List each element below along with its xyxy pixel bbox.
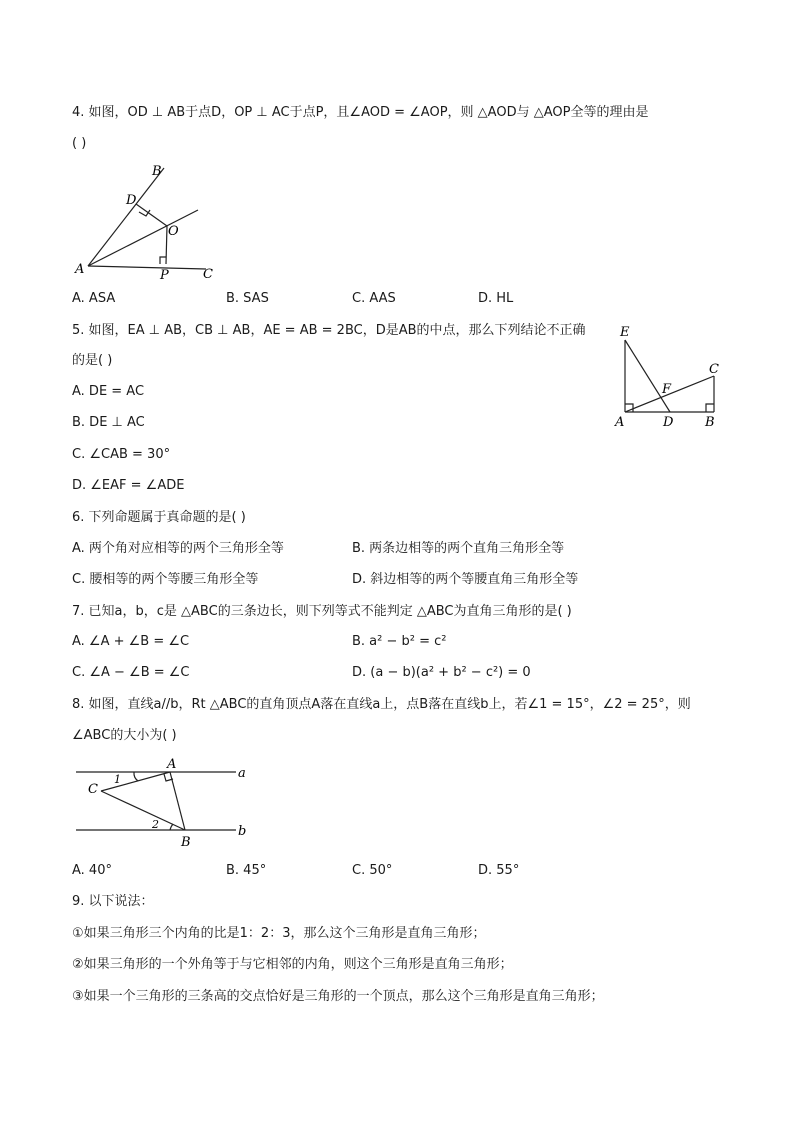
q8-option-b: B. 45° <box>226 863 267 878</box>
q5-label-d: D <box>663 415 674 430</box>
q8-label-c: C <box>88 782 98 797</box>
q4-option-a: A. ASA <box>72 291 116 306</box>
q4-option-c: C. AAS <box>352 291 396 306</box>
q5-option-a: A. DE = AC <box>72 384 145 399</box>
q4-label-p: P <box>160 268 169 283</box>
q5-option-c: C. ∠CAB = 30° <box>72 447 171 462</box>
q7-option-d: D. (a − b)(a² + b² − c²) = 0 <box>352 665 531 680</box>
q4-label-o: O <box>168 224 179 239</box>
q9-item: ①如果三角形三个内角的比是1：2：3，那么这个三角形是直角三角形； <box>72 926 486 941</box>
q4-bracket: ( ) <box>72 136 87 151</box>
q6-option-b: B. 两条边相等的两个直角三角形全等 <box>352 541 565 556</box>
q5-option-d: D. ∠EAF = ∠ADE <box>72 478 185 493</box>
q4-option-b: B. SAS <box>226 291 269 306</box>
q6-stem: 6. 下列命题属于真命题的是( ) <box>72 510 246 525</box>
q6-option-d: D. 斜边相等的两个等腰直角三角形全等 <box>352 572 579 587</box>
q5-stem-line2: 的是( ) <box>72 353 113 368</box>
q4-label-b: B <box>152 164 162 179</box>
q8-stem-line2: ∠ABC的大小为( ) <box>72 728 177 743</box>
q5-label-a: A <box>615 415 625 430</box>
q7-option-c: C. ∠A − ∠B = ∠C <box>72 665 190 680</box>
q4-label-c: C <box>203 267 213 282</box>
q7-option-a: A. ∠A + ∠B = ∠C <box>72 634 190 649</box>
q5-label-f: F <box>662 382 672 397</box>
q7-option-b: B. a² − b² = c² <box>352 634 447 649</box>
q8-label-angle-2: 2 <box>152 818 159 831</box>
q6-option-c: C. 腰相等的两个等腰三角形全等 <box>72 572 259 587</box>
q8-label-angle-1: 1 <box>114 773 121 786</box>
q9-item: ②如果三角形的一个外角等于与它相邻的内角，则这个三角形是直角三角形； <box>72 957 513 972</box>
q5-stem-line1: 5. 如图，EA ⊥ AB，CB ⊥ AB，AE = AB = 2BC，D是AB的中点，那么下列结论不正确 <box>72 323 586 338</box>
q5-label-e: E <box>620 325 630 340</box>
q7-stem: 7. 已知a，b，c是 △ABC的三条边长，则下列等式不能判定 △ABC为直角三角形的是( ) <box>72 604 572 619</box>
q8-option-a: A. 40° <box>72 863 112 878</box>
q5-option-b: B. DE ⊥ AC <box>72 415 145 430</box>
q9-stem: 9. 以下说法： <box>72 894 154 909</box>
q5-label-c: C <box>709 362 719 377</box>
q8-stem-line1: 8. 如图，直线a//b，Rt △ABC的直角顶点A落在直线a上，点B落在直线b上，若∠1 = 15°，∠2 = 25°，则 <box>72 697 691 712</box>
q8-figure <box>72 757 262 852</box>
q5-figure <box>608 322 728 432</box>
q4-stem: 4. 如图，OD ⊥ AB于点D，OP ⊥ AC于点P，且∠AOD = ∠AOP，则 △AOD与 △AOP全等的理由是 <box>72 105 649 120</box>
q5-label-b: B <box>705 415 715 430</box>
q8-label-line-b: b <box>238 824 247 839</box>
q9-item: ③如果一个三角形的三条高的交点恰好是三角形的一个顶点，那么这个三角形是直角三角形； <box>72 989 604 1004</box>
q8-option-d: D. 55° <box>478 863 520 878</box>
q8-label-a-point: A <box>167 757 177 772</box>
q8-label-b-point: B <box>181 835 191 850</box>
q6-option-a: A. 两个角对应相等的两个三角形全等 <box>72 541 284 556</box>
q4-option-d: D. HL <box>478 291 514 306</box>
q4-figure <box>70 160 230 285</box>
q8-label-line-a: a <box>238 766 246 781</box>
q8-option-c: C. 50° <box>352 863 393 878</box>
q4-label-d: D <box>126 193 137 208</box>
q4-label-a: A <box>75 262 85 277</box>
